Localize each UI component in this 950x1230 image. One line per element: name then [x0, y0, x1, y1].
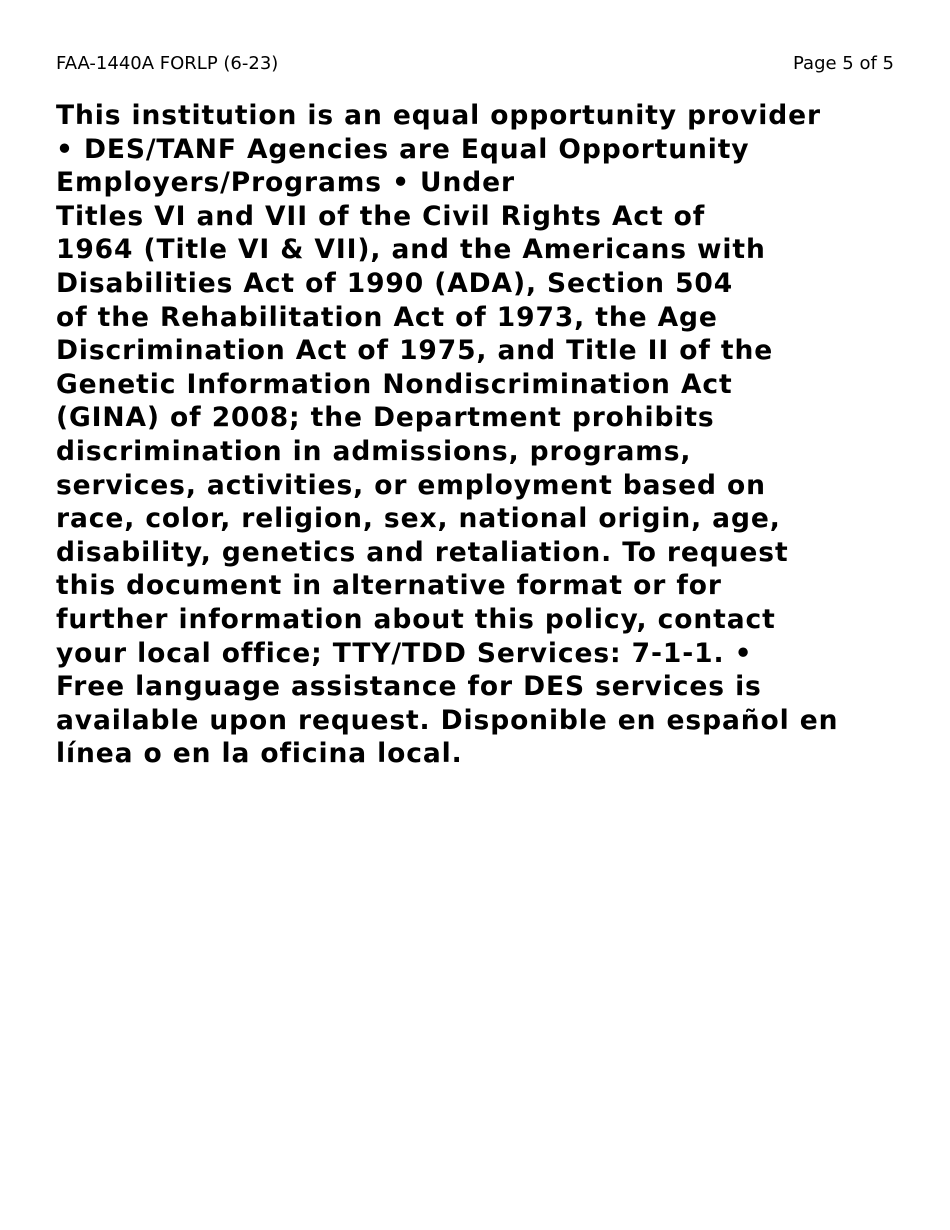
equal-opportunity-notice: [56, 99, 901, 771]
page-number: Page 5 of 5: [793, 53, 894, 74]
page-header: [56, 52, 894, 76]
notice-line: Titles VI and VII of the Civil Rights Act of: [56, 200, 706, 232]
notice-line: discrimination in admissions, programs,: [56, 435, 692, 467]
notice-line: Genetic Information Nondiscrimination Act: [56, 368, 733, 400]
notice-line: race, color, religion, sex, national origin, age,: [56, 503, 781, 535]
notice-line: disability, genetics and retaliation. To request: [56, 536, 789, 568]
notice-line: Discrimination Act of 1975, and Title II of the: [56, 335, 774, 367]
notice-line: available upon request. Disponible en español en: [56, 704, 839, 736]
notice-line: • DES/TANF Agencies are Equal Opportunity: [56, 133, 750, 165]
notice-line: services, activities, or employment based on: [56, 469, 766, 501]
notice-line: Employers/Programs • Under: [56, 167, 515, 199]
notice-line: Disabilities Act of 1990 (ADA), Section 504: [56, 267, 734, 299]
notice-line: this document in alternative format or for: [56, 570, 722, 602]
notice-line: línea o en la oficina local.: [56, 738, 463, 770]
notice-line: This institution is an equal opportunity provider: [56, 100, 821, 131]
notice-line: your local office; TTY/TDD Services: 7-1-1. •: [56, 637, 753, 669]
notice-line: 1964 (Title VI & VII), and the Americans with: [56, 234, 766, 266]
form-id: FAA-1440A FORLP (6-23): [56, 53, 279, 74]
notice-line: Free language assistance for DES services is: [56, 671, 762, 703]
notice-line: further information about this policy, contact: [56, 603, 776, 635]
notice-line: (GINA) of 2008; the Department prohibits: [56, 402, 715, 434]
notice-line: of the Rehabilitation Act of 1973, the Age: [56, 301, 718, 333]
